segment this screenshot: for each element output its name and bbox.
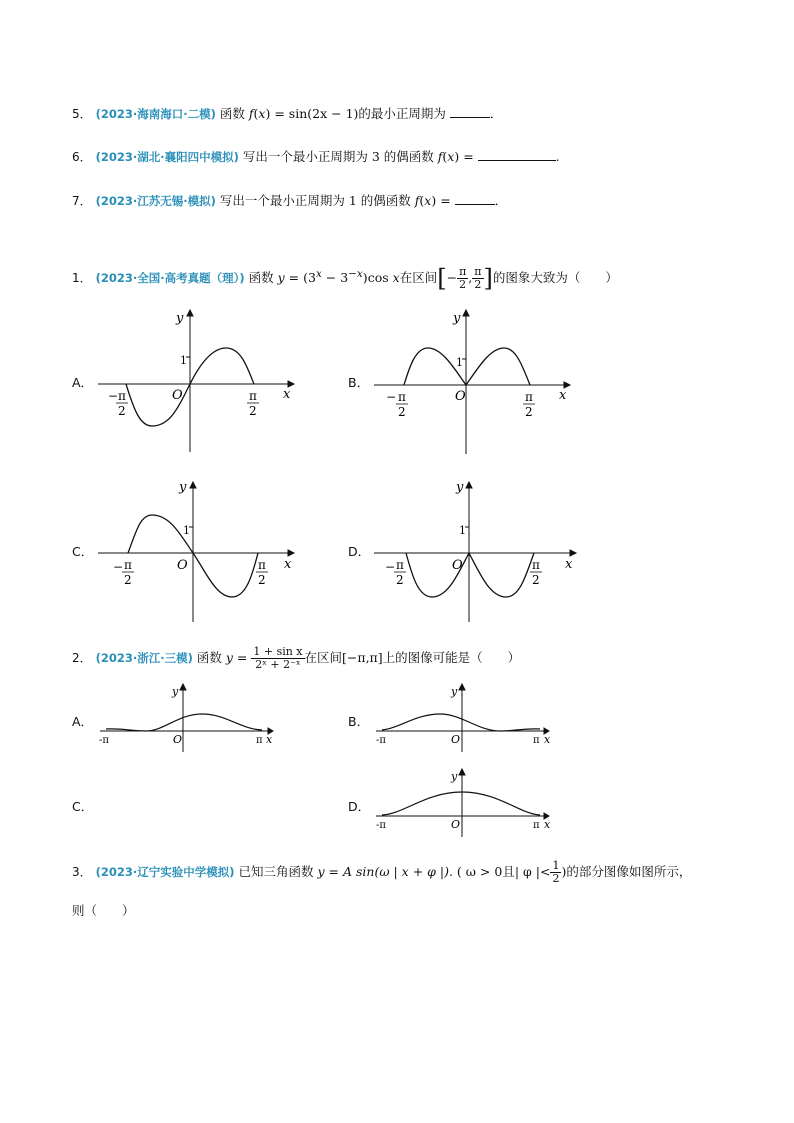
origin-label: O (172, 388, 183, 403)
question-text: 函数 (248, 270, 274, 286)
question-number: 2． (72, 651, 92, 665)
y-label: y (456, 480, 464, 495)
tick-label-2: 2 (525, 405, 533, 419)
denominator: 2ˣ + 2⁻ˣ (255, 658, 301, 671)
question-number: 5． (72, 107, 92, 121)
problem-3-line-2 (72, 901, 135, 921)
problem-3 (72, 860, 691, 885)
option-c-label[interactable]: C． (72, 544, 94, 559)
fraction: $\frac{\pi}{2}$ (459, 265, 467, 292)
y-label: y (451, 770, 458, 783)
option-d-label[interactable]: D． (348, 799, 371, 814)
option-a-label[interactable]: A． (72, 375, 94, 390)
end-mark: ． (494, 193, 508, 208)
x-label: x (266, 733, 273, 746)
tick-label-2: 2 (118, 404, 126, 418)
numerator: 1 + sin x (253, 645, 303, 658)
question-text: 已知三角函数 (238, 864, 314, 879)
option-b-label[interactable]: B． (348, 375, 370, 390)
x-label: x (284, 557, 292, 572)
neg-sign: − (108, 389, 119, 403)
variable: x (447, 149, 455, 164)
tick-label-pi: π (249, 389, 257, 403)
y-label: y (451, 685, 458, 698)
minus-base: − 3 (321, 270, 349, 286)
exponent: −x (348, 268, 363, 280)
comma: , (468, 270, 473, 286)
y-label: y (176, 311, 184, 326)
fraction: $\frac{1}{2}$ (552, 859, 560, 885)
variable: x (258, 106, 266, 121)
question-number: 7． (72, 194, 92, 208)
function-name: f (248, 106, 254, 121)
question-text: 函数 (219, 106, 245, 121)
variable: x (392, 270, 400, 286)
tick-label-neg-pi: -π (376, 820, 386, 831)
x-label: x (544, 733, 551, 746)
problem-1: 1． (2023·全国·高考真题（理）) 函数 $y = (3^x - 3^{-x})\cos$ x在区间[− $\frac{\pi}{2}$ , $\frac{\pi}{2}$ ]的图象大致为（ ） (72, 264, 618, 293)
equals-sin: = sin (270, 106, 308, 121)
tick-label-pi: π (533, 735, 540, 746)
end-mark: . (555, 149, 560, 164)
tick-label-1: 1 (183, 524, 190, 537)
tick-label-2: 2 (124, 573, 132, 587)
y-label: y (453, 311, 461, 326)
sin-argument: 2x − 1 (312, 106, 354, 121)
variable-y: y (225, 650, 233, 665)
origin-label: O (455, 389, 466, 404)
curve (382, 792, 540, 815)
question-number: 6． (72, 150, 92, 164)
question-source: (2023·湖北·襄阳四中模拟) (95, 150, 239, 164)
equals: = (232, 650, 252, 665)
y-label: y (179, 480, 187, 495)
option-b-label[interactable]: B． (348, 714, 370, 729)
question-5: 5． (2023·海南海口·二模) 函数 f(x) = sin(2x − 1)的最小正周期为 ． (72, 106, 503, 121)
option-d-label[interactable]: D． (348, 544, 371, 559)
cos: cos (367, 270, 389, 286)
variable: x (424, 193, 432, 208)
tick-label-pi: π (124, 558, 132, 572)
tick-label-pi: π (525, 390, 533, 404)
tick-label-pi: π (118, 389, 126, 403)
question-text-tail: 的最小正周期为 (358, 106, 446, 121)
question-text-tail: 的部分图像如图所示， (566, 864, 692, 879)
origin-label: O (173, 733, 183, 746)
origin-label: O (451, 818, 461, 831)
question-source: (2023·海南海口·二模) (95, 107, 216, 121)
tick-label-pi: π (532, 558, 540, 572)
tick-label-pi: π (258, 558, 266, 572)
tick-label-2: 2 (398, 405, 406, 419)
neg-sign: − (386, 390, 397, 404)
tick-label-1: 1 (180, 354, 187, 367)
tick-label-neg-pi: -π (99, 735, 109, 746)
neg-sign: − (385, 560, 396, 574)
tick-label-1: 1 (456, 356, 463, 369)
tick-label-pi: π (256, 735, 263, 746)
question-text: 写出一个最小正周期为 1 的偶函数 (219, 193, 411, 208)
origin-label: O (177, 558, 188, 573)
question-text: 在区间 (399, 270, 438, 286)
question-number: 1． (72, 271, 92, 286)
question-number: 3． (72, 865, 92, 879)
x-label: x (559, 388, 567, 403)
question-text: 函数 (196, 650, 222, 665)
question-text: 写出一个最小正周期为 3 的偶函数 (242, 149, 434, 164)
tick-label-pi: π (533, 820, 540, 831)
question-prompt: 则（ ） (72, 903, 135, 918)
question-text-tail: 的图象大致为（ ） (492, 270, 618, 286)
tick-label-2: 2 (249, 404, 257, 418)
base: 3 (308, 270, 316, 286)
origin-label: O (451, 733, 461, 746)
question-6: 6． (2023·湖北·襄阳四中模拟) 写出一个最小正周期为 3 的偶函数 f(x) = . (72, 149, 560, 164)
question-source: (2023·浙江·三模) (95, 651, 193, 665)
tick-label-2: 2 (532, 573, 540, 587)
tick-label-2: 2 (396, 573, 404, 587)
tick-label-pi: π (398, 390, 406, 404)
formula: y = A sin(ω | x + φ |) (317, 864, 449, 879)
question-source: (2023·辽宁实验中学模拟) (95, 865, 235, 879)
equals: = (436, 193, 455, 208)
x-label: x (283, 387, 291, 402)
function-name: f (437, 149, 443, 164)
exponent: x (315, 268, 322, 280)
tick-label-1: 1 (459, 524, 466, 537)
tick-label-neg-pi: -π (376, 735, 386, 746)
y-arrow-icon (459, 769, 465, 775)
question-text-tail: 在区间[−π,π]上的图像可能是（ ） (304, 650, 521, 665)
equals: = (284, 270, 304, 286)
option-a-label[interactable]: A． (72, 714, 94, 729)
y-label: y (172, 685, 179, 698)
function-name: f (414, 193, 420, 208)
question-source: (2023·江苏无锡·模拟) (95, 194, 216, 208)
neg-sign: − (113, 560, 124, 574)
tick-label-2: 2 (258, 573, 266, 587)
end-mark: ． (489, 106, 503, 121)
x-label: x (544, 818, 551, 831)
condition: . ( ω > 0且| φ |< (448, 864, 551, 879)
fraction: $\frac{\pi}{2}$ (474, 265, 482, 292)
x-label: x (565, 557, 573, 572)
tick-label-pi: π (396, 558, 404, 572)
condition-close: ) (561, 864, 567, 879)
equals: = (459, 149, 478, 164)
minus-sign: − (446, 270, 458, 286)
option-c-label[interactable]: C． (72, 799, 94, 814)
variable-y: y (277, 270, 285, 286)
origin-label: O (452, 558, 463, 573)
question-7: 7． (2023·江苏无锡·模拟) 写出一个最小正周期为 1 的偶函数 f(x) = ． (72, 193, 508, 208)
question-source: (2023·全国·高考真题（理）) (95, 271, 245, 286)
